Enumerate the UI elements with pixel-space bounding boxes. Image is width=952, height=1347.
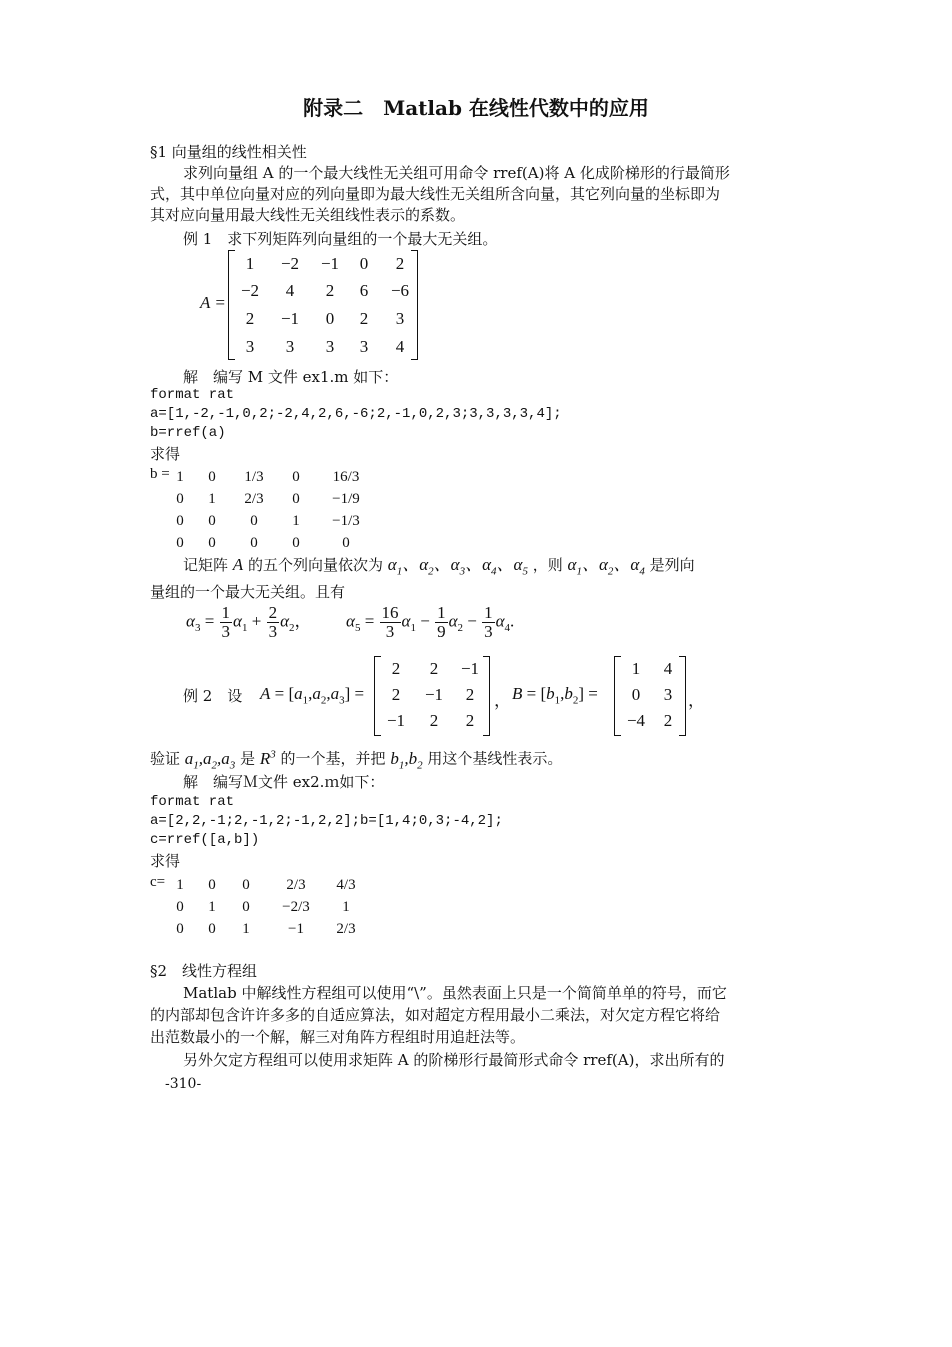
matrix-cell: −2 bbox=[280, 254, 300, 273]
matrix-cell: 2 bbox=[663, 711, 673, 730]
paragraph-line: 式，其中单位向量对应的列向量即为最大线性无关组所含向量，其它列向量的坐标即为 bbox=[150, 185, 721, 203]
matrix-cell: 3 bbox=[245, 337, 255, 356]
matrix-cell: 2 bbox=[245, 309, 255, 328]
matrix-a bbox=[228, 250, 418, 360]
b-definition: $B = [b_1,b_2]$ = bbox=[512, 684, 598, 707]
matrix-cell: 0 bbox=[631, 685, 641, 704]
matrix-cell: 2 bbox=[359, 309, 369, 328]
matrix-cell: 2 bbox=[429, 659, 439, 678]
verify-text: 用这个基线性表示。 bbox=[427, 749, 563, 768]
result-cell: 0 bbox=[176, 535, 184, 551]
equation-alpha5: $\alpha_5$ = $\frac{16}{3}$ $\alpha_1$ − $\frac{1}{9}$ $\alpha_2$ − $\frac{1}{3}$ $\alpha_4$. bbox=[346, 603, 515, 641]
result-label: 求得 bbox=[150, 445, 181, 463]
alpha-list: $\alpha_1$、$\alpha_2$、$\alpha_3$、$\alpha_4$、$\alpha_5$ bbox=[387, 555, 528, 578]
code-line: a=[2,2,-1;2,-1,2;-1,2,2];b=[1,4;0,3;-4,2]; bbox=[150, 813, 503, 829]
result-cell: 2/3 bbox=[244, 491, 264, 507]
matrix-cell: −1 bbox=[424, 685, 444, 704]
paragraph-line: Matlab 中解线性方程组可以使用“\”。虽然表面上只是一个简简单单的符号，而它 bbox=[183, 984, 727, 1002]
note-text: 是列向 bbox=[649, 556, 695, 574]
code-line: format rat bbox=[150, 387, 235, 403]
paragraph-line: 的内部却包含许许多多的自适应算法，如对超定方程用最小二乘法，对欠定方程它将给 bbox=[150, 1006, 721, 1024]
result-cell: −1 bbox=[288, 921, 304, 937]
result-cell: 0 bbox=[292, 491, 300, 507]
matrix-cell: 2 bbox=[391, 685, 401, 704]
result-cell: −1/9 bbox=[332, 491, 360, 507]
matrix-cell: 3 bbox=[395, 309, 405, 328]
result-cell: 1 bbox=[292, 513, 300, 529]
solution-2-line: 解 编写Ｍ文件 ex2.ｍ如下： bbox=[183, 773, 385, 791]
result-cell: −1/3 bbox=[332, 513, 360, 529]
result-cell: 0 bbox=[292, 469, 300, 485]
note-text: 记矩阵 bbox=[183, 556, 229, 574]
matrix-cell: 2 bbox=[325, 281, 335, 300]
result-cell: 1/3 bbox=[244, 469, 264, 485]
paragraph-line: 其对应向量用最大线性无关组线性表示的系数。 bbox=[150, 206, 466, 224]
matrix-cell: −1 bbox=[460, 659, 480, 678]
page-title: 附录二 Matlab 在线性代数中的应用 bbox=[303, 96, 649, 120]
matrix-cell: 4 bbox=[285, 281, 295, 300]
paragraph-line: 另外欠定方程组可以使用求矩阵 A 的阶梯形行最简形式命令 rref(A)，求出所有的 bbox=[183, 1051, 725, 1069]
comma: ， bbox=[494, 691, 511, 710]
r3-symbol: $R^3$ bbox=[259, 748, 276, 768]
note-text: ，则 bbox=[532, 556, 563, 574]
result-b-matrix bbox=[150, 466, 370, 556]
result-cell: 0 bbox=[176, 921, 184, 937]
result-cell: 0 bbox=[242, 877, 250, 893]
matrix-cell: −1 bbox=[280, 309, 300, 328]
solution-1-line: 解 编写 M 文件 ex1.m 如下： bbox=[183, 368, 399, 386]
result-cell: 0 bbox=[176, 513, 184, 529]
matrix-cell: 1 bbox=[631, 659, 641, 678]
basis-vectors: $a_1,a_2,a_3$ bbox=[184, 748, 236, 772]
equation-alpha3: $\alpha_3$ = $\frac{1}{3}$ $\alpha_1$ + $\frac{2}{3}$ $\alpha_2$， bbox=[186, 603, 312, 641]
result-cell: 0 bbox=[250, 535, 258, 551]
matrix-cell: 3 bbox=[359, 337, 369, 356]
result-cell: 4/3 bbox=[336, 877, 356, 893]
code-line: format rat bbox=[150, 794, 235, 810]
verify-text: 是 bbox=[240, 749, 256, 768]
code-line: b=rref(a) bbox=[150, 425, 226, 441]
result-cell: 0 bbox=[250, 513, 258, 529]
result-cell: 0 bbox=[176, 491, 184, 507]
c-prefix: c= bbox=[150, 874, 166, 890]
matrix-cell: 0 bbox=[359, 254, 369, 273]
result-cell: 0 bbox=[208, 513, 216, 529]
matrix-cell: 3 bbox=[663, 685, 673, 704]
matrix-a2 bbox=[374, 656, 490, 736]
result-cell: 2/3 bbox=[336, 921, 356, 937]
paragraph-line: 求列向量组 A 的一个最大线性无关组可用命令 rref(A)将 A 化成阶梯形的行最简形 bbox=[183, 164, 730, 182]
result-cell: 1 bbox=[342, 899, 350, 915]
example-1-line: 例 1 求下列矩阵列向量组的一个最大无关组。 bbox=[183, 230, 498, 248]
verify-text: 验证 bbox=[150, 749, 181, 768]
result-cell: 0 bbox=[208, 469, 216, 485]
matrix-cell: 4 bbox=[395, 337, 405, 356]
result-cell: 1 bbox=[176, 877, 184, 893]
matrix-cell: 3 bbox=[285, 337, 295, 356]
matrix-a-label: A = bbox=[200, 293, 226, 312]
matrix-cell: 1 bbox=[245, 254, 255, 273]
matrix-cell: 6 bbox=[359, 281, 369, 300]
note-text: 的五个列向量依次为 bbox=[247, 556, 383, 574]
b-prefix: b = bbox=[150, 466, 170, 482]
note-line-2: 量组的一个最大无关组。且有 bbox=[150, 583, 346, 601]
result-cell: 1 bbox=[242, 921, 250, 937]
matrix-cell: 2 bbox=[429, 711, 439, 730]
result-c-matrix bbox=[150, 874, 390, 944]
matrix-cell: 2 bbox=[395, 254, 405, 273]
result-cell: 0 bbox=[208, 877, 216, 893]
paragraph-line: 出范数最小的一个解，解三对角阵方程组时用追赶法等。 bbox=[150, 1028, 526, 1046]
matrix-b bbox=[614, 656, 686, 736]
alpha-basis: $\alpha_1$、$\alpha_2$、$\alpha_4$ bbox=[567, 555, 645, 578]
result-cell: 0 bbox=[342, 535, 350, 551]
example-2-label: 例 2 设 bbox=[183, 687, 243, 705]
matrix-cell: −1 bbox=[386, 711, 406, 730]
code-line: c=rref([a,b]) bbox=[150, 832, 260, 848]
comma: ， bbox=[688, 691, 705, 710]
verify-text: 的一个基，并把 bbox=[280, 749, 386, 768]
result-cell: −2/3 bbox=[282, 899, 310, 915]
matrix-cell: 3 bbox=[325, 337, 335, 356]
result-cell: 1 bbox=[176, 469, 184, 485]
page-number: -310- bbox=[165, 1076, 202, 1092]
result-cell: 2/3 bbox=[286, 877, 306, 893]
result-cell: 1 bbox=[208, 491, 216, 507]
matrix-cell: 2 bbox=[391, 659, 401, 678]
note-line-1 bbox=[183, 554, 695, 582]
matrix-cell: −1 bbox=[320, 254, 340, 273]
result-cell: 0 bbox=[242, 899, 250, 915]
section-2-heading: §2 线性方程组 bbox=[150, 962, 258, 980]
matrix-cell: 2 bbox=[465, 685, 475, 704]
matrix-cell: 0 bbox=[325, 309, 335, 328]
b-vectors: $b_1,b_2$ bbox=[390, 748, 423, 772]
code-line: a=[1,-2,-1,0,2;-2,4,2,6,-6;2,-1,0,2,3;3,3,3,3,4]; bbox=[150, 406, 562, 422]
section-1-heading: §1 向量组的线性相关性 bbox=[150, 143, 307, 161]
result-cell: 16/3 bbox=[332, 469, 360, 485]
result-cell: 0 bbox=[208, 921, 216, 937]
matrix-cell: 2 bbox=[465, 711, 475, 730]
result-label: 求得 bbox=[150, 852, 181, 870]
a-definition: $A = [a_1,a_2,a_3]$ = bbox=[260, 684, 365, 707]
result-cell: 0 bbox=[292, 535, 300, 551]
matrix-cell: −4 bbox=[626, 711, 646, 730]
symbol-a: A bbox=[232, 555, 244, 574]
matrix-cell: −6 bbox=[390, 281, 410, 300]
result-cell: 0 bbox=[208, 535, 216, 551]
matrix-cell: 4 bbox=[663, 659, 673, 678]
matrix-cell: −2 bbox=[240, 281, 260, 300]
result-cell: 1 bbox=[208, 899, 216, 915]
result-cell: 0 bbox=[176, 899, 184, 915]
